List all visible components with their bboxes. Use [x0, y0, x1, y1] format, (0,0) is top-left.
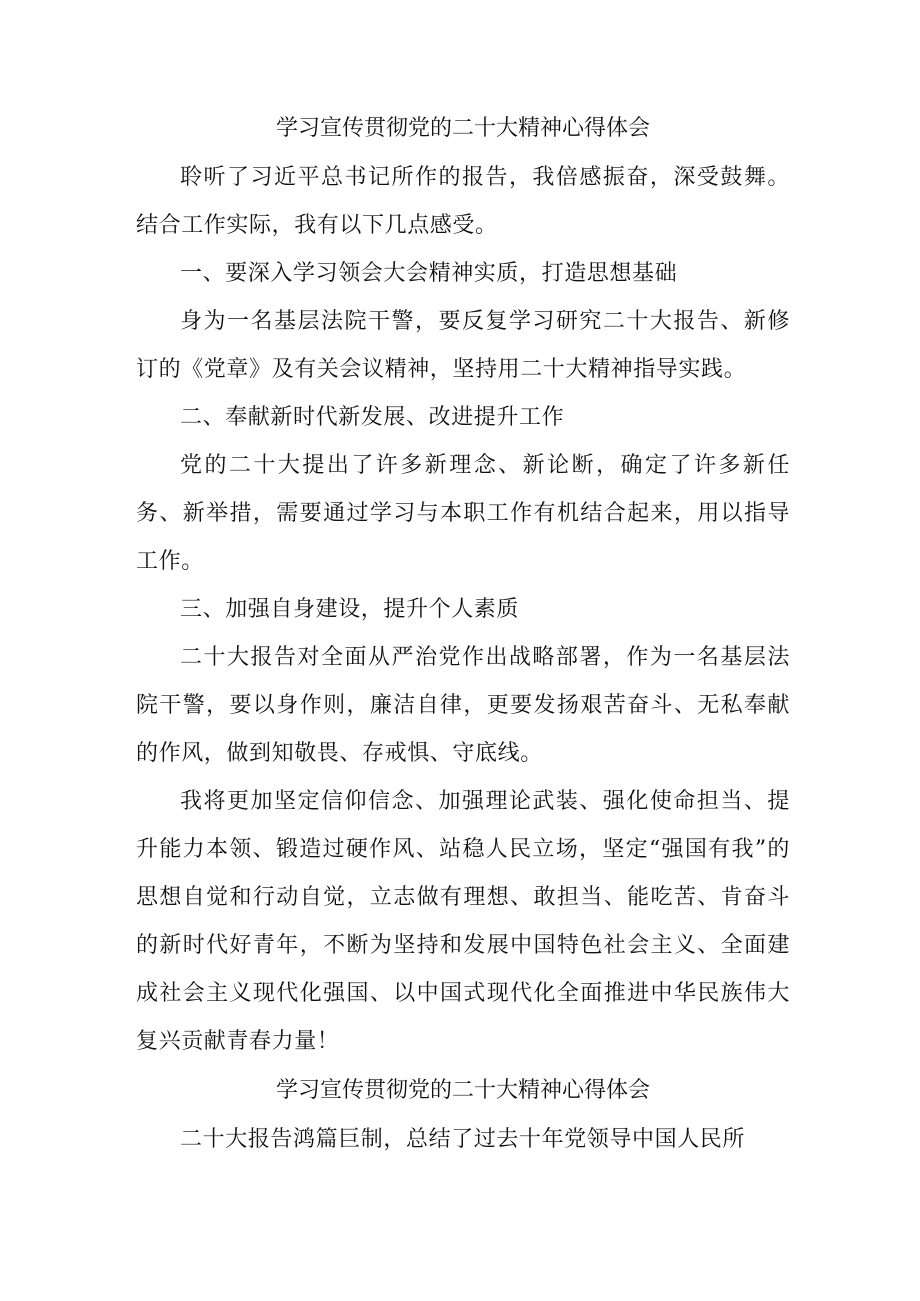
- second-document-title: 学习宣传贯彻党的二十大精神心得体会: [275, 1078, 650, 1103]
- document-title: 学习宣传贯彻党的二十大精神心得体会: [275, 116, 650, 141]
- second-intro-paragraph: 二十大报告鸿篇巨制，总结了过去十年党领导中国人民所: [180, 1127, 746, 1152]
- section-paragraph-1: 身为一名基层法院干警，要反复学习研究二十大报告、新修订的《党章》及有关会议精神，坚持用二十大精神指导实践。: [136, 309, 790, 382]
- section-heading-2: 二、奉献新时代新发展、改进提升工作: [180, 405, 565, 430]
- section-heading-3: 三、加强自身建设，提升个人素质: [180, 597, 520, 622]
- document-page: [136, 104, 790, 1164]
- intro-paragraph: 聆听了习近平总书记所作的报告，我倍感振奋，深受鼓舞。结合工作实际，我有以下几点感受。: [136, 165, 790, 238]
- closing-paragraph: 我将更加坚定信仰信念、加强理论武装、强化使命担当、提升能力本领、锻造过硬作风、站稳人民立场，坚定“强国有我”的思想自觉和行动自觉，立志做有理想、敢担当、能吃苦、肯奋斗的新时代好青年，不断为坚持和发展中国特色社会主义、全面建成社会主义现代化强国、以中国式现代化全面推进中华民族伟大复兴贡献青春力量！: [136, 789, 790, 1054]
- section-paragraph-3: 二十大报告对全面从严治党作出战略部署，作为一名基层法院干警，要以身作则，廉洁自律，更要发扬艰苦奋斗、无私奉献的作风，做到知敬畏、存戒惧、守底线。: [136, 645, 790, 766]
- section-heading-1: 一、要深入学习领会大会精神实质，打造思想基础: [180, 261, 678, 286]
- section-paragraph-2: 党的二十大提出了许多新理念、新论断，确定了许多新任务、新举措，需要通过学习与本职工作有机结合起来，用以指导工作。: [136, 453, 790, 574]
